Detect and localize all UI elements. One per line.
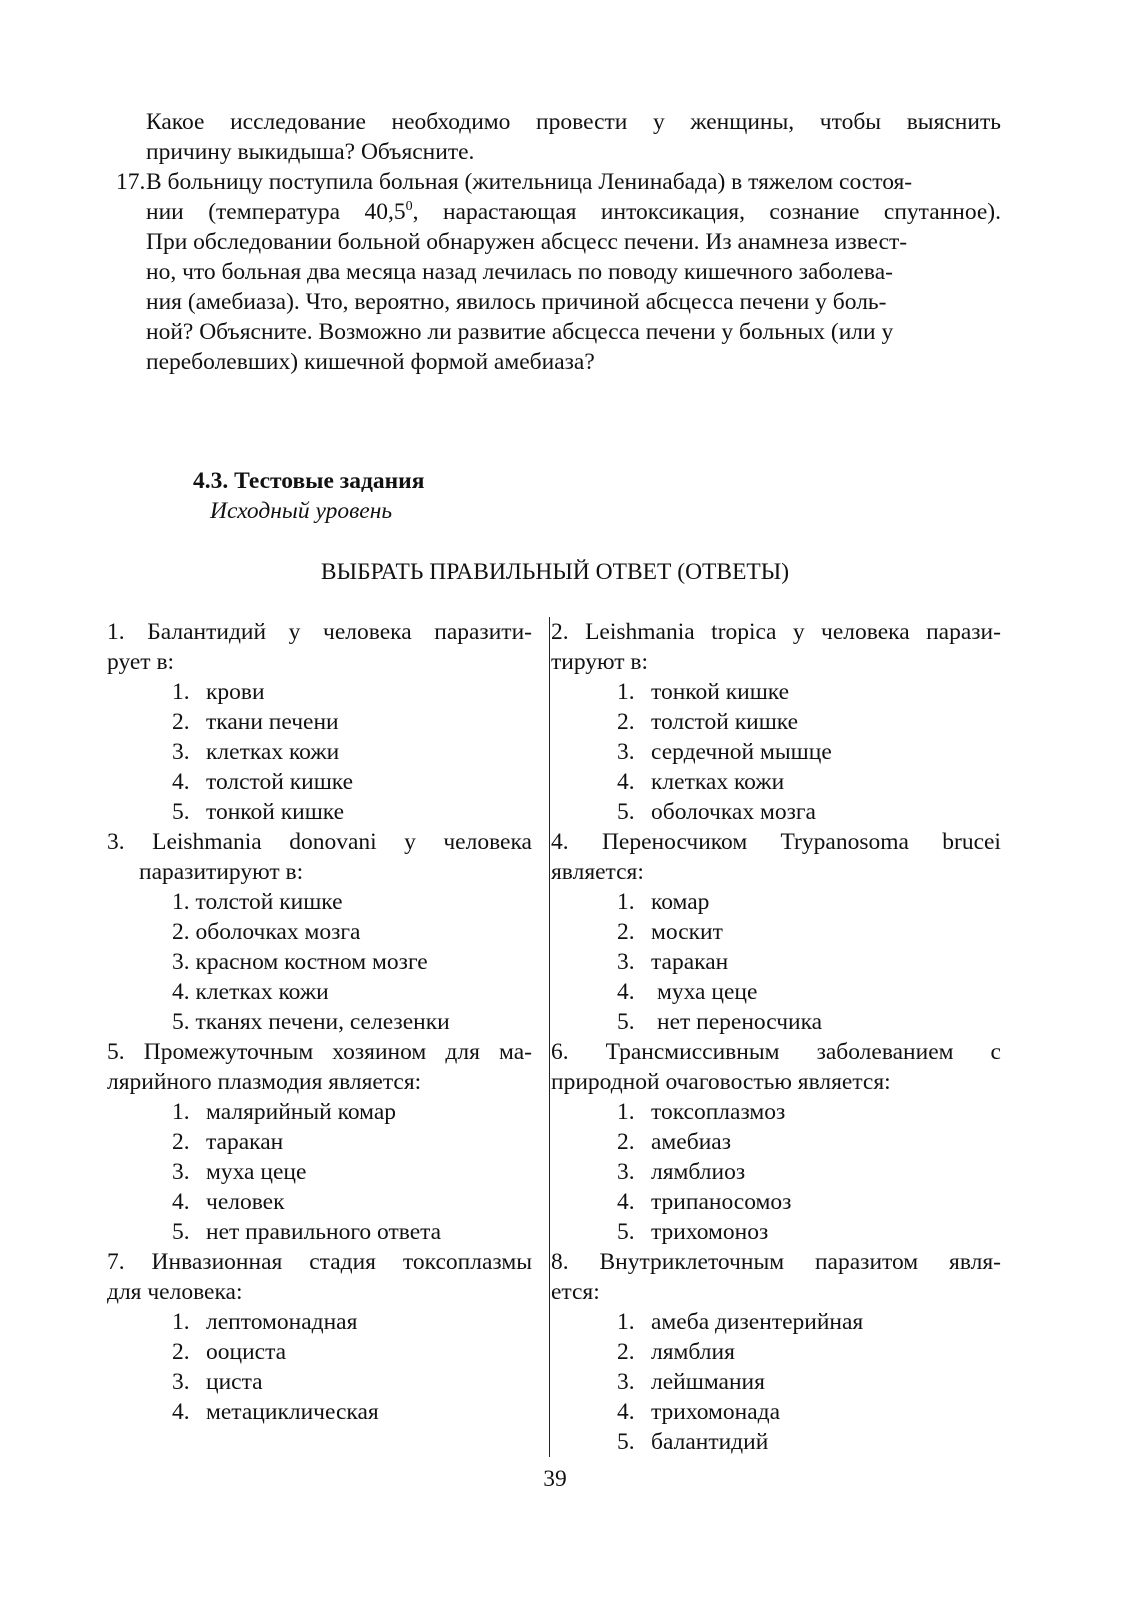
section-instruction: ВЫБРАТЬ ПРАВИЛЬНЫЙ ОТВЕТ (ОТВЕТЫ) xyxy=(320,559,790,585)
section-subtitle: Исходный уровень xyxy=(210,498,393,524)
q4-option-5: 5. нет переносчика xyxy=(617,1009,823,1035)
q6-line-2: природной очаговостью является: xyxy=(551,1069,891,1095)
q4-line-1: 4. Переносчиком Trypanosoma brucei xyxy=(551,829,1001,855)
q6-option-3: 3. лямблиоз xyxy=(617,1159,746,1185)
page-number: 39 xyxy=(543,1466,567,1492)
section-title: 4.3. Тестовые задания xyxy=(193,468,425,494)
column-divider xyxy=(549,617,550,1457)
q8-line-2: ется: xyxy=(551,1279,600,1305)
q6-option-1: 1. токсоплазмоз xyxy=(617,1099,786,1125)
q7-line-1: 7. Инвазионная стадия токсоплазмы xyxy=(107,1249,532,1275)
q17-line-6: ной? Объясните. Возможно ли развитие абсцесса печени у больных (или у xyxy=(146,319,894,345)
q4-option-3: 3. таракан xyxy=(617,949,729,975)
q3-option-1: 1. толстой кишке xyxy=(172,889,343,915)
q8-option-1: 1. амеба дизентерийная xyxy=(617,1309,864,1335)
q2-line-1: 2. Leishmania tropica у человека парази- xyxy=(551,619,1001,645)
q17-line-7: переболевших) кишечной формой амебиаза? xyxy=(146,349,595,375)
q7-line-2: для человека: xyxy=(107,1279,243,1305)
q8-option-3: 3. лейшмания xyxy=(617,1369,765,1395)
q8-option-4: 4. трихомонада xyxy=(617,1399,781,1425)
q2-option-5: 5. оболочках мозга xyxy=(617,799,816,825)
q17-line-2: нии (температура 40,5$^0$, нарастающая интоксикация, сознание спутанное). xyxy=(146,199,1001,225)
q2-option-2: 2. толстой кишке xyxy=(617,709,799,735)
q8-option-2: 2. лямблия xyxy=(617,1339,735,1365)
q4-option-1: 1. комар xyxy=(617,889,710,915)
intro-line-1: Какое исследование необходимо провести у женщины, чтобы выяснить xyxy=(146,109,1001,135)
q3-option-5: 5. тканях печени, селезенки xyxy=(172,1009,450,1035)
q3-option-3: 3. красном костном мозге xyxy=(172,949,428,975)
q3-line-1: 3. Leishmania donovani у человека xyxy=(107,829,532,855)
q3-line-2: паразитируют в: xyxy=(139,859,304,885)
q8-option-5: 5. балантидий xyxy=(617,1429,769,1455)
q7-option-1: 1. лептомонадная xyxy=(172,1309,358,1335)
q6-option-2: 2. амебиаз xyxy=(617,1129,731,1155)
q1-option-1: 1. крови xyxy=(172,679,265,705)
intro-line-2: причину выкидыша? Объясните. xyxy=(146,139,475,165)
q5-line-2: лярийного плазмодия является: xyxy=(107,1069,422,1095)
q4-option-2: 2. москит xyxy=(617,919,723,945)
q1-option-3: 3. клетках кожи xyxy=(172,739,340,765)
q2-option-1: 1. тонкой кишке xyxy=(617,679,790,705)
q6-line-1: 6. Трансмиссивным заболеванием с xyxy=(551,1039,1001,1065)
q4-line-2: является: xyxy=(551,859,644,885)
q5-option-2: 2. таракан xyxy=(172,1129,284,1155)
q1-option-5: 5. тонкой кишке xyxy=(172,799,345,825)
q17-line-3: При обследовании больной обнаружен абсцесс печени. Из анамнеза извест- xyxy=(146,229,908,255)
q3-option-2: 2. оболочках мозга xyxy=(172,919,361,945)
q17-number: 17. xyxy=(116,169,146,195)
q2-option-3: 3. сердечной мышце xyxy=(617,739,832,765)
q1-option-4: 4. толстой кишке xyxy=(172,769,354,795)
q5-option-1: 1. малярийный комар xyxy=(172,1099,397,1125)
q7-option-4: 4. метациклическая xyxy=(172,1399,379,1425)
q6-option-5: 5. трихомоноз xyxy=(617,1219,769,1245)
q5-option-3: 3. муха цеце xyxy=(172,1159,307,1185)
q3-option-4: 4. клетках кожи xyxy=(172,979,329,1005)
q7-option-2: 2. ооциста xyxy=(172,1339,287,1365)
q17-line-1: В больницу поступила больная (жительница Ленинабада) в тяжелом состоя- xyxy=(146,169,913,195)
q7-option-3: 3. циста xyxy=(172,1369,263,1395)
q2-line-2: тируют в: xyxy=(551,649,649,675)
q6-option-4: 4. трипаносомоз xyxy=(617,1189,792,1215)
q1-line-1: 1. Балантидий у человека паразити- xyxy=(107,619,532,645)
q1-line-2: рует в: xyxy=(107,649,175,675)
q8-line-1: 8. Внутриклеточным паразитом явля- xyxy=(551,1249,1001,1275)
q1-option-2: 2. ткани печени xyxy=(172,709,339,735)
q5-line-1: 5. Промежуточным хозяином для ма- xyxy=(107,1039,532,1065)
q2-option-4: 4. клетках кожи xyxy=(617,769,785,795)
q5-option-4: 4. человек xyxy=(172,1189,285,1215)
q5-option-5: 5. нет правильного ответа xyxy=(172,1219,442,1245)
q17-line-4: но, что больная два месяца назад лечилась по поводу кишечного заболева- xyxy=(146,259,893,285)
q4-option-4: 4. муха цеце xyxy=(617,979,758,1005)
q17-line-5: ния (амебиаза). Что, вероятно, явилось причиной абсцесса печени у боль- xyxy=(146,289,887,315)
